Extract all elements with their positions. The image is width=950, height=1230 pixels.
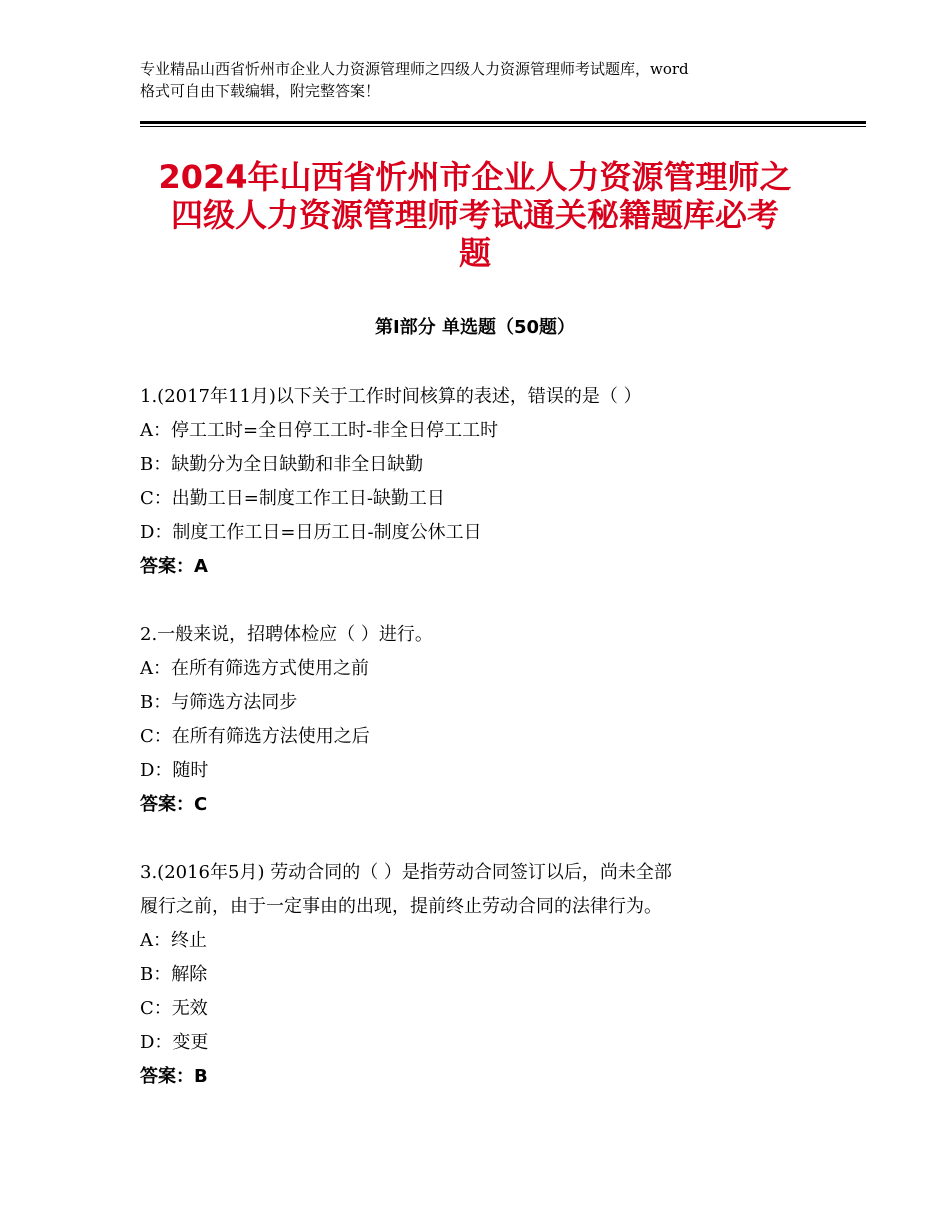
option-c: C：在所有筛选方法使用之后 [140,726,370,747]
question-3 [140,856,840,1094]
option-a: A：停工工时=全日停工工时-非全日停工工时 [140,420,499,441]
document-title-line-1: 2024年山西省忻州市企业人力资源管理师之 [158,158,792,196]
question-1 [140,380,840,584]
header-note [140,58,820,102]
question-stem-line-2: 履行之前，由于一定事由的出现，提前终止劳动合同的法律行为。 [140,896,662,917]
option-a: A：在所有筛选方式使用之前 [140,658,369,679]
question-stem-line-1: 3.(2016年5月) 劳动合同的（ ）是指劳动合同签订以后，尚未全部 [140,862,672,883]
option-d: D：变更 [140,1032,209,1053]
question-2 [140,618,840,822]
document-title-line-2: 四级人力资源管理师考试通关秘籍题库必考 [170,196,779,234]
option-c: C：出勤工日=制度工作工日-缺勤工日 [140,488,445,509]
option-b: B：解除 [140,964,208,985]
section-heading: 第Ⅰ部分 单选题（50题） [374,317,575,338]
document-title-line-3: 题 [458,234,491,272]
header-note-line-1: 专业精品山西省忻州市企业人力资源管理师之四级人力资源管理师考试题库，word [140,60,689,78]
header-rule-thick [140,121,866,124]
option-d: D：随时 [140,760,209,781]
answer-label: 答案：C [140,794,208,815]
option-c: C：无效 [140,998,208,1019]
answer-label: 答案：A [140,556,208,577]
document-title [110,158,840,272]
header-rule-thin [140,126,866,127]
option-a: A：终止 [140,930,207,951]
question-stem: 2.一般来说，招聘体检应（ ）进行。 [140,624,433,645]
header-note-line-2: 格式可自由下载编辑，附完整答案！ [140,82,381,100]
question-list [140,380,840,1128]
question-stem: 1.(2017年11月)以下关于工作时间核算的表述，错误的是（ ） [140,386,642,407]
option-b: B：缺勤分为全日缺勤和非全日缺勤 [140,454,424,475]
answer-label: 答案：B [140,1066,208,1087]
option-b: B：与筛选方法同步 [140,692,298,713]
option-d: D：制度工作工日=日历工日-制度公休工日 [140,522,482,543]
